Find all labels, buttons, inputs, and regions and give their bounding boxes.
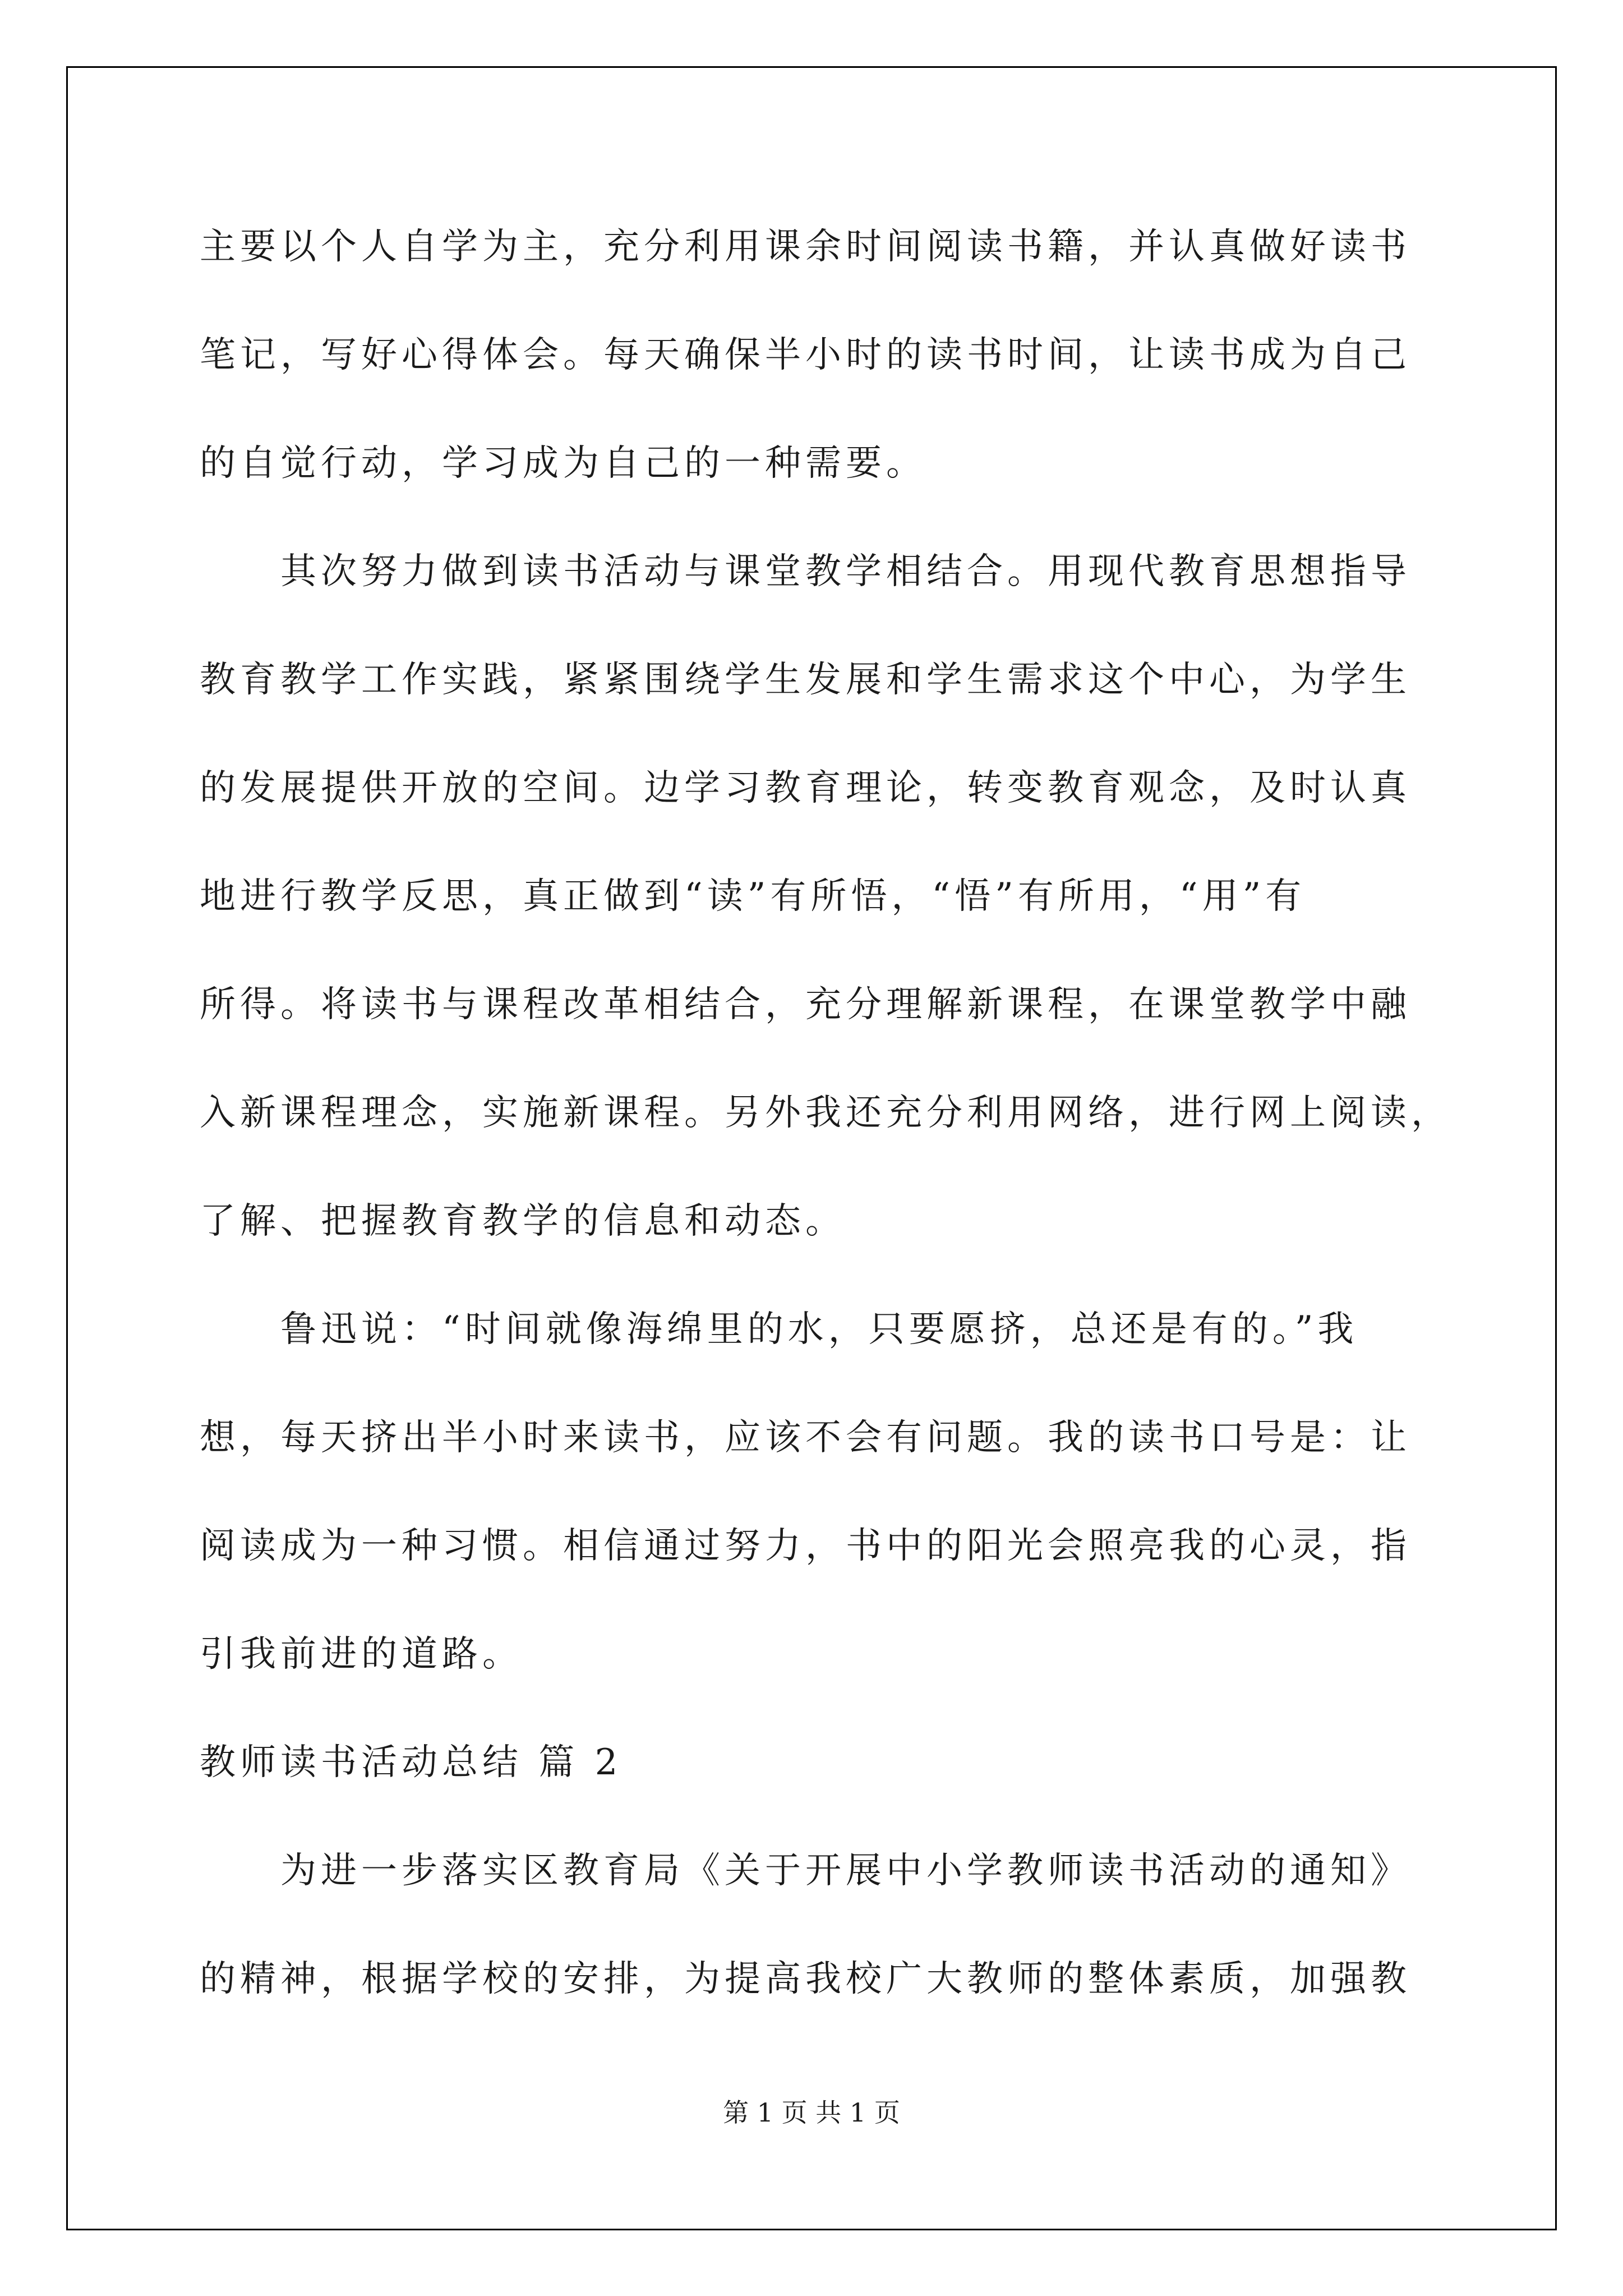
paragraph-line: 鲁迅说：“时间就像海绵里的水，只要愿挤，总还是有的。”我 <box>200 1309 1358 1350</box>
paragraph-line: 引我前进的道路。 <box>200 1634 523 1675</box>
paragraph-line: 了解、把握教育教学的信息和动态。 <box>200 1200 846 1242</box>
paragraph-line: 地进行教学反思，真正做到“读”有所悟，“悟”有所用，“用”有 <box>200 876 1306 917</box>
paragraph-line: 的发展提供开放的空间。边学习教育理论，转变教育观念，及时认真 <box>200 767 1411 809</box>
paragraph-line: 入新课程理念，实施新课程。另外我还充分利用网络，进行网上阅读， <box>200 1092 1451 1134</box>
paragraph-line: 阅读成为一种习惯。相信通过努力，书中的阳光会照亮我的心灵，指 <box>200 1525 1411 1567</box>
paragraph-line: 所得。将读书与课程改革相结合，充分理解新课程，在课堂教学中融 <box>200 984 1411 1025</box>
paragraph-line: 想，每天挤出半小时来读书，应该不会有问题。我的读书口号是：让 <box>200 1417 1411 1458</box>
paragraph-line: 为进一步落实区教育局《关于开展中小学教师读书活动的通知》 <box>200 1850 1411 1892</box>
paragraph-line: 笔记，写好心得体会。每天确保半小时的读书时间，让读书成为自己 <box>200 334 1411 376</box>
paragraph-line: 其次努力做到读书活动与课堂教学相结合。用现代教育思想指导 <box>200 551 1411 592</box>
page-number: 第 1 页 共 1 页 <box>723 2097 900 2128</box>
paragraph-line: 的自觉行动，学习成为自己的一种需要。 <box>200 443 926 484</box>
paragraph-line: 主要以个人自学为主，充分利用课余时间阅读书籍，并认真做好读书 <box>200 226 1411 268</box>
section-heading: 教师读书活动总结 篇 2 <box>200 1742 623 1783</box>
paragraph-line: 教育教学工作实践，紧紧围绕学生发展和学生需求这个中心，为学生 <box>200 659 1411 701</box>
paragraph-line: 的精神，根据学校的安排，为提高我校广大教师的整体素质，加强教 <box>200 1958 1411 2000</box>
page-border <box>66 66 1557 2230</box>
